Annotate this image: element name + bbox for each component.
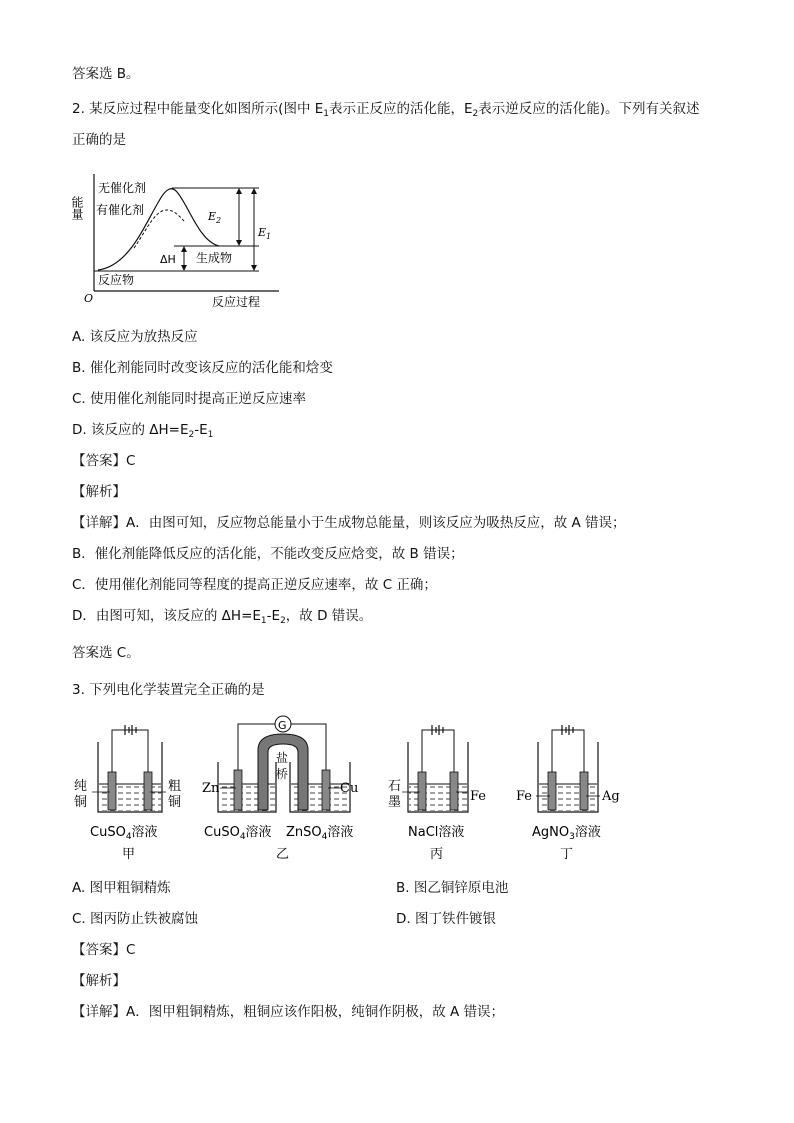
q3-option-d: D. 图丁铁件镀银: [396, 911, 496, 927]
jia-right-label: [168, 778, 181, 810]
ding-name: 丁: [560, 847, 574, 862]
bing-name: 丙: [430, 847, 444, 862]
q2-detail-b: B．催化剂能降低反应的活化能，不能改变反应焓变，故 B 错误；: [72, 546, 464, 562]
q3-detail-a: 【详解】A．图甲粗铜精炼，粗铜应该作阳极，纯铜作阴极，故 A 错误；: [72, 1004, 505, 1020]
yi-left-solution: CuSO$_4$溶液: [204, 825, 272, 842]
jia-left-char-1: 纯: [74, 779, 88, 794]
bing-left-char-2: 墨: [388, 795, 402, 810]
salt-bridge-char-2: 桥: [276, 767, 289, 781]
label-product: 生成物: [196, 251, 233, 265]
galvanometer-label: G: [278, 719, 287, 732]
previous-answer-line: 答案选 B。: [72, 66, 140, 82]
q2-detail-a: 【详解】A．由图可知，反应物总能量小于生成物总能量，则该反应为吸热反应，故 A 错误；: [72, 515, 626, 531]
q2-option-a: A. 该反应为放热反应: [72, 329, 198, 345]
electrochem-apparatus-figure: [70, 712, 630, 864]
salt-bridge-label: [276, 750, 288, 781]
label-origin: O: [84, 292, 94, 305]
label-reactant: 反应物: [98, 273, 135, 287]
jia-solution: CuSO$_4$溶液: [90, 825, 158, 842]
jia-right-char-1: 粗: [168, 779, 182, 794]
q2-final-answer: 答案选 C。: [72, 645, 140, 661]
apparatus-jia: [74, 725, 181, 862]
bing-solution: NaCl溶液: [408, 825, 465, 840]
q2-detail-c: C．使用催化剂能同等程度的提高正逆反应速率，故 C 正确；: [72, 577, 437, 593]
yi-right-solution: ZnSO$_4$溶液: [286, 825, 354, 842]
jia-left-label: [74, 778, 87, 810]
label-e2: $E_2$: [208, 210, 222, 225]
ding-left-label: Fe: [516, 789, 533, 804]
apparatus-bing: [388, 725, 486, 862]
label-e1: $E_1$: [258, 226, 272, 241]
x-axis-label: 反应过程: [212, 295, 261, 309]
yi-right-metal: Cu: [340, 781, 359, 796]
apparatus-ding: [516, 725, 620, 862]
q2-answer: 【答案】C: [72, 453, 136, 469]
q3-analysis-tag: 【解析】: [72, 973, 126, 989]
label-delta-h: ΔH: [160, 253, 176, 266]
bing-left-label: [388, 779, 401, 810]
energy-diagram: [70, 166, 284, 314]
bing-left-char-1: 石: [388, 779, 402, 794]
ding-solution: AgNO$_3$溶液: [532, 825, 601, 842]
q2-option-b: B. 催化剂能同时改变该反应的活化能和焓变: [72, 360, 333, 376]
salt-bridge-char-1: 盐: [276, 751, 289, 765]
jia-right-char-2: 铜: [168, 795, 182, 810]
jia-left-char-2: 铜: [74, 795, 88, 810]
q2-detail-d: D．由图可知，该反应的 $\Delta H=E_1-E_2$，故 D 错误。: [72, 608, 373, 626]
q2-option-d: D. 该反应的 $\Delta H=E_2-E_1$: [72, 422, 214, 440]
q3-answer: 【答案】C: [72, 942, 136, 958]
q3-option-b: B. 图乙铜锌原电池: [396, 880, 509, 896]
yi-name: 乙: [276, 847, 290, 862]
bing-right-label: Fe: [470, 789, 487, 804]
q3-stem: 3. 下列电化学装置完全正确的是: [72, 682, 265, 698]
ding-right-label: Ag: [602, 789, 620, 804]
q2-analysis-tag: 【解析】: [72, 484, 126, 500]
label-no-catalyst: 无催化剂: [98, 181, 147, 195]
q2-option-c: C. 使用催化剂能同时提高正逆反应速率: [72, 391, 307, 407]
q2-stem-line1: 2. 某反应过程中能量变化如图所示(图中 $E_1$表示正反应的活化能，$E_2$表示逆反应的活化能)。下列有关叙述: [72, 101, 700, 119]
yi-left-metal: Zn: [202, 781, 220, 796]
jia-name: 甲: [122, 847, 136, 862]
q2-stem-line2: 正确的是: [72, 132, 126, 148]
label-with-catalyst: 有催化剂: [96, 203, 145, 217]
q3-option-a: A. 图甲粗铜精炼: [72, 880, 171, 896]
q3-option-c: C. 图丙防止铁被腐蚀: [72, 911, 199, 927]
y-axis-label: 能量: [70, 196, 84, 220]
apparatus-yi: [202, 716, 358, 862]
